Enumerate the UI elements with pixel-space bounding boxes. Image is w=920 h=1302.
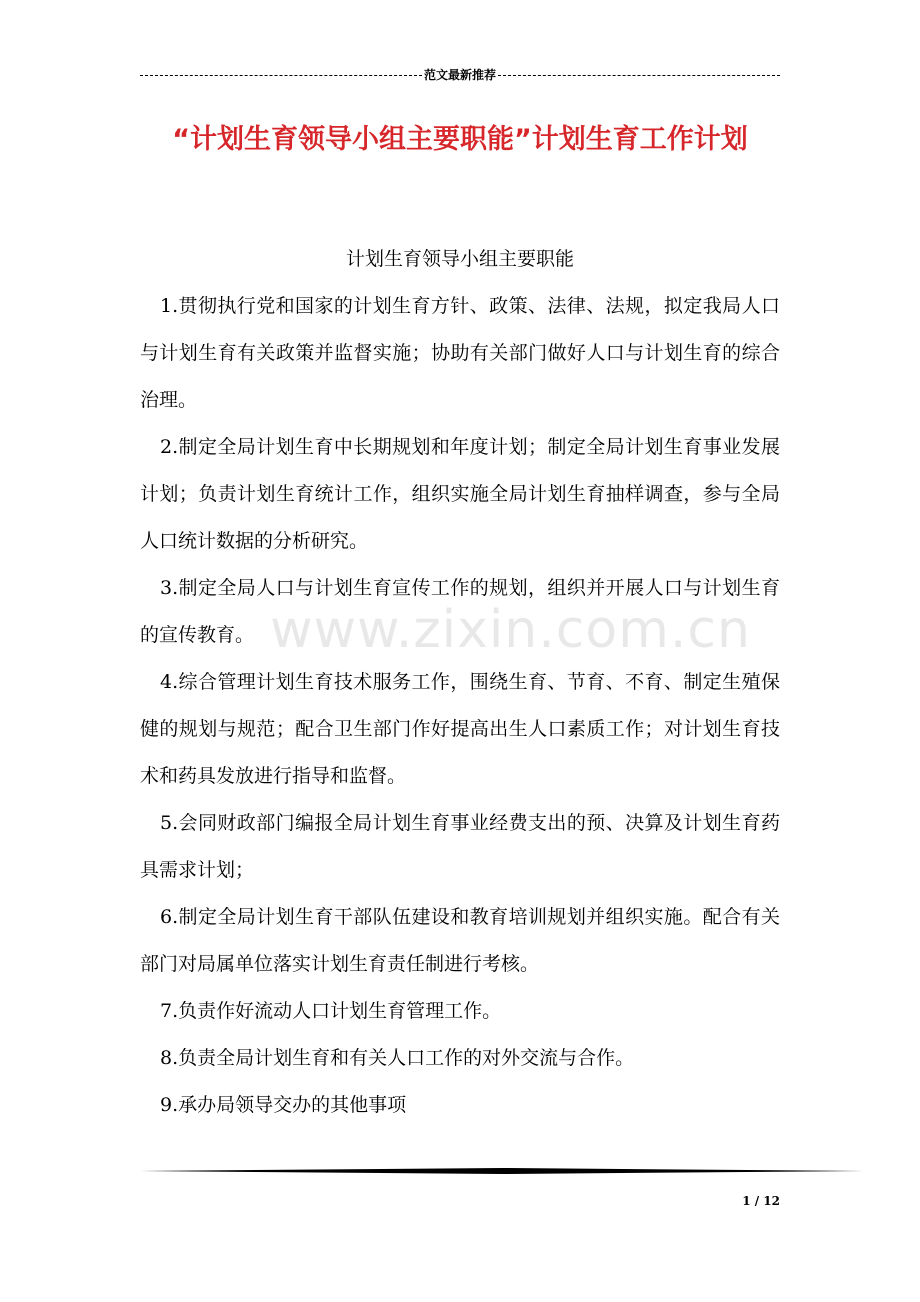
paragraph-7: 7.负责作好流动人口计划生育管理工作。: [160, 1000, 502, 1022]
page-header: [140, 66, 780, 84]
paragraph-6: 6.制定全局计划生育干部队伍建设和教育培训规划并组织实施。配合有关部门对局属单位落实计划生育责任制进行考核。: [140, 906, 780, 975]
paragraph-2: 2.制定全局计划生育中长期规划和年度计划；制定全局计划生育事业发展计划；负责计划生育统计工作，组织实施全局计划生育抽样调查，参与全局人口统计数据的分析研究。: [140, 436, 780, 552]
footer-rule: [140, 1168, 864, 1174]
paragraph-3: 3.制定全局人口与计划生育宣传工作的规划，组织并开展人口与计划生育的宣传教育。: [140, 577, 780, 646]
document-title: “计划生育领导小组主要职能”计划生育工作计划: [172, 124, 748, 155]
document-body: [140, 236, 780, 1129]
section-heading: 计划生育领导小组主要职能: [345, 248, 574, 270]
paragraph-4: 4.综合管理计划生育技术服务工作，围绕生育、节育、不育、制定生殖保健的规划与规范；配合卫生部门作好提高出生人口素质工作；对计划生育技术和药具发放进行指导和监督。: [140, 671, 780, 787]
page-number: 1 / 12: [742, 1194, 780, 1208]
header-label: 范文最新推荐: [424, 68, 497, 82]
paragraph-9: 9.承办局领导交办的其他事项: [160, 1094, 407, 1116]
paragraph-5: 5.会同财政部门编报全局计划生育事业经费支出的预、决算及计划生育药具需求计划；: [140, 812, 780, 881]
header-dash-left: [140, 75, 422, 76]
paragraph-8: 8.负责全局计划生育和有关人口工作的对外交流与合作。: [160, 1047, 635, 1069]
watermark: www.zixin.com.cn: [270, 600, 751, 660]
header-dash-right: [498, 75, 780, 76]
paragraph-1: 1.贯彻执行党和国家的计划生育方针、政策、法律、法规，拟定我局人口与计划生育有关政策并监督实施；协助有关部门做好人口与计划生育的综合治理。: [140, 295, 780, 411]
